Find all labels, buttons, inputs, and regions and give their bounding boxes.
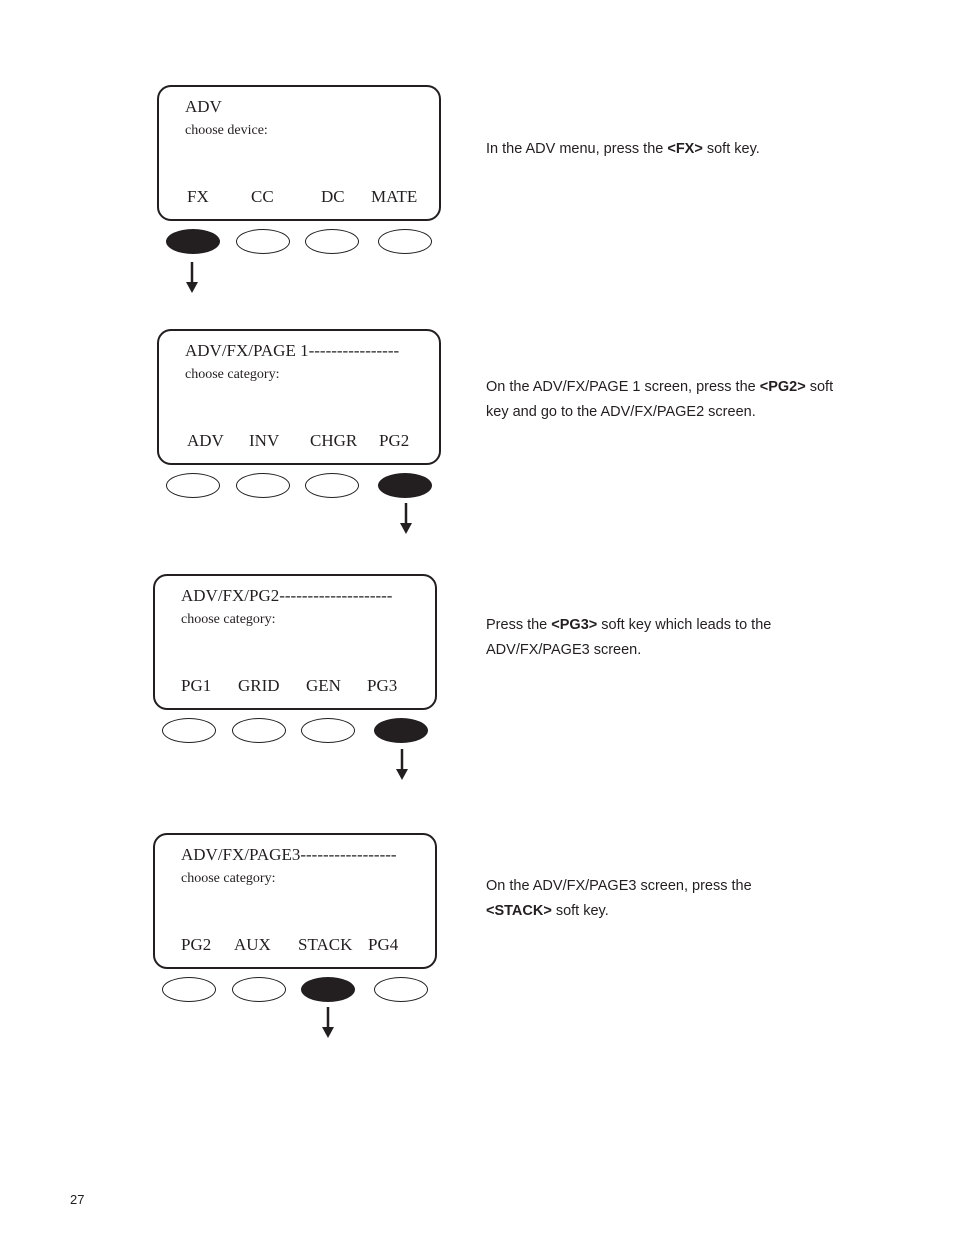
soft-key-label: GRID <box>238 676 280 695</box>
description-text: In the ADV menu, press the <box>486 141 668 157</box>
soft-key-label: GEN <box>306 676 341 695</box>
soft-key-name: <FX> <box>667 141 703 157</box>
arrow-down-icon <box>185 262 199 294</box>
step-description <box>486 375 836 425</box>
soft-key-button <box>305 473 359 498</box>
description-text: soft key and go to the ADV/FX/PAGE2 screen. <box>486 379 834 420</box>
description-text: On the ADV/FX/PAGE3 screen, press the <box>486 878 752 894</box>
screen-title: ADV/FX/PAGE 1---------------- <box>185 341 400 360</box>
soft-key-button <box>305 229 359 254</box>
lcd-screen <box>157 329 441 465</box>
soft-key-label: INV <box>249 431 280 450</box>
lcd-screen <box>157 85 441 221</box>
description-text: On the ADV/FX/PAGE 1 screen, press the <box>486 379 760 395</box>
screen-subtitle: choose category: <box>181 612 276 627</box>
description-text: soft key. <box>551 903 609 919</box>
soft-key-button <box>162 977 216 1002</box>
arrow-down-icon <box>399 503 413 535</box>
soft-key-label: PG3 <box>367 676 398 695</box>
arrow-down-icon <box>321 1007 335 1039</box>
soft-key-label: AUX <box>234 935 271 954</box>
soft-key-button-pressed <box>166 229 220 254</box>
screen-title: ADV/FX/PG2-------------------- <box>181 586 393 605</box>
soft-key-button <box>236 229 290 254</box>
screen-subtitle: choose category: <box>185 367 280 382</box>
soft-key-button-pressed <box>378 473 432 498</box>
step-description <box>486 874 786 924</box>
soft-key-button-pressed <box>301 977 355 1002</box>
soft-key-button <box>378 229 432 254</box>
soft-key-label: STACK <box>298 935 353 954</box>
soft-key-button <box>232 977 286 1002</box>
screen-subtitle: choose category: <box>181 871 276 886</box>
soft-key-name: <STACK> <box>486 903 552 919</box>
screen-subtitle: choose device: <box>185 123 268 138</box>
soft-key-name: <PG2> <box>759 379 806 395</box>
soft-key-label: FX <box>187 187 209 206</box>
page-number: 27 <box>70 1192 85 1207</box>
soft-key-button <box>301 718 355 743</box>
arrow-down-icon <box>395 749 409 781</box>
soft-key-label: DC <box>321 187 345 206</box>
soft-key-label: MATE <box>371 187 418 206</box>
soft-key-label: ADV <box>187 431 224 450</box>
soft-key-label: CC <box>251 187 274 206</box>
soft-key-button <box>166 473 220 498</box>
soft-key-label: PG4 <box>368 935 399 954</box>
description-text: soft key. <box>702 141 760 157</box>
soft-key-label: PG2 <box>181 935 212 954</box>
soft-key-button-pressed <box>374 718 428 743</box>
step-description <box>486 137 836 162</box>
screen-title: ADV <box>185 97 222 116</box>
description-text: Press the <box>486 617 552 633</box>
lcd-screen <box>153 833 437 969</box>
soft-key-button <box>374 977 428 1002</box>
soft-key-name: <PG3> <box>551 617 598 633</box>
soft-key-label: PG2 <box>379 431 410 450</box>
soft-key-button <box>232 718 286 743</box>
lcd-screen <box>153 574 437 710</box>
soft-key-button <box>236 473 290 498</box>
soft-key-label: PG1 <box>181 676 212 695</box>
soft-key-label: CHGR <box>310 431 358 450</box>
screen-title: ADV/FX/PAGE3----------------- <box>181 845 397 864</box>
description-text: soft key which leads to the ADV/FX/PAGE3 screen. <box>486 617 772 658</box>
soft-key-button <box>162 718 216 743</box>
step-description <box>486 613 836 663</box>
